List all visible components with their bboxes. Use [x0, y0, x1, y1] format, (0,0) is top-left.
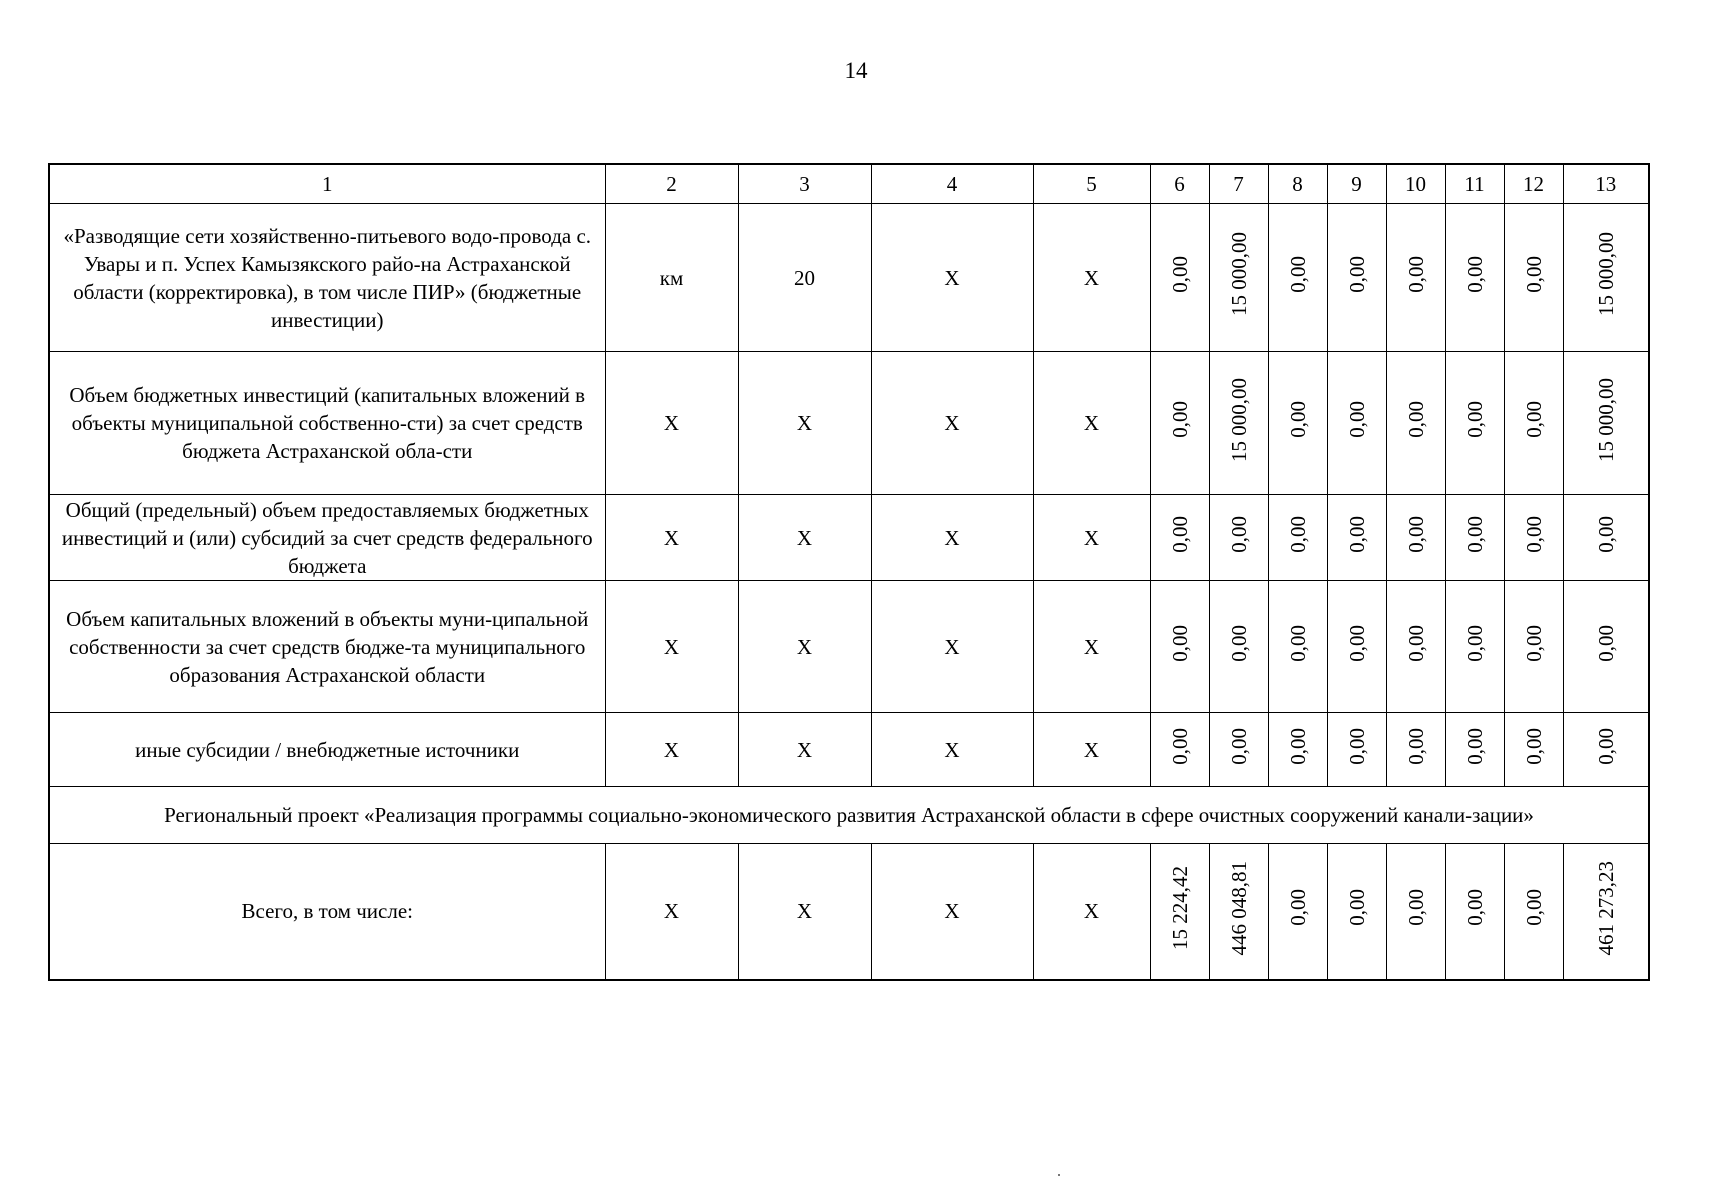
value-text: 0,00	[1462, 515, 1487, 553]
value-text: 0,00	[1167, 401, 1192, 438]
value-text: 0,00	[1344, 401, 1369, 438]
total-value-cell	[1209, 844, 1268, 980]
x-cell: Х	[605, 352, 738, 495]
x-cell: Х	[738, 581, 871, 713]
value-cell	[1563, 352, 1649, 495]
page-number: 14	[844, 58, 868, 83]
scan-speck	[1058, 1174, 1060, 1176]
row-name: иные субсидии / внебюджетные источники	[49, 713, 605, 787]
value-text: 0,00	[1285, 401, 1310, 438]
value-text: 0,00	[1593, 624, 1618, 662]
x-cell: Х	[738, 352, 871, 495]
value-text: 0,00	[1593, 727, 1618, 765]
column-header: 8	[1268, 164, 1327, 204]
value-cell	[1563, 495, 1649, 581]
value-cell	[1209, 352, 1268, 495]
x-cell: Х	[871, 844, 1033, 980]
value-text: 0,00	[1521, 727, 1546, 765]
value-text: 0,00	[1226, 624, 1251, 662]
column-header: 2	[605, 164, 738, 204]
value-text: 15 000,00	[1226, 377, 1251, 462]
x-cell: Х	[871, 495, 1033, 581]
value-cell	[1209, 204, 1268, 352]
x-cell: Х	[1033, 352, 1150, 495]
total-value-cell	[1563, 844, 1649, 980]
row-name: Общий (предельный) объем предоставляемых бюджетных инвестиций и (или) субсидий за счет средств федерального бюджета	[49, 495, 605, 581]
column-header: 4	[871, 164, 1033, 204]
x-cell: Х	[871, 713, 1033, 787]
value-cell	[1504, 495, 1563, 581]
value-text: 0,00	[1403, 255, 1428, 293]
value-cell	[1209, 495, 1268, 581]
total-row	[49, 844, 1649, 980]
column-header: 6	[1150, 164, 1209, 204]
value-text: 0,00	[1167, 515, 1192, 553]
value-cell	[1386, 581, 1445, 713]
value-text: 0,00	[1226, 515, 1251, 553]
value-cell	[1268, 495, 1327, 581]
value-text: 0,00	[1167, 727, 1192, 765]
value-cell	[1504, 713, 1563, 787]
column-header: 9	[1327, 164, 1386, 204]
value-cell	[1150, 495, 1209, 581]
value-text: 0,00	[1226, 727, 1251, 765]
x-cell: Х	[605, 581, 738, 713]
column-header: 10	[1386, 164, 1445, 204]
value-cell	[1563, 581, 1649, 713]
row-name: «Разводящие сети хозяйственно-питьевого водо-провода с. Увары и п. Успех Камызякского райо-на Астраханской области (корректировка), в том числе ПИР» (бюджетные инвестиции)	[49, 204, 605, 352]
total-value-cell	[1504, 844, 1563, 980]
x-cell: Х	[738, 713, 871, 787]
column-header: 5	[1033, 164, 1150, 204]
value-cell	[1563, 204, 1649, 352]
value-text: 0,00	[1285, 624, 1310, 662]
value-text: 0,00	[1344, 727, 1369, 765]
value-text: 0,00	[1285, 255, 1310, 293]
value-text: 0,00	[1167, 624, 1192, 662]
total-label: Всего, в том числе:	[49, 844, 605, 980]
total-value-text: 15 224,42	[1167, 865, 1192, 950]
header-row	[49, 164, 1649, 204]
x-cell: Х	[1033, 581, 1150, 713]
x-cell: Х	[1033, 204, 1150, 352]
total-value-text: 0,00	[1285, 889, 1310, 927]
value-cell	[1504, 581, 1563, 713]
total-value-cell	[1386, 844, 1445, 980]
value-cell	[1386, 352, 1445, 495]
value-cell	[1268, 352, 1327, 495]
value-text: 0,00	[1167, 255, 1192, 293]
value-cell	[1268, 204, 1327, 352]
value-cell	[1445, 495, 1504, 581]
value-cell	[1327, 204, 1386, 352]
value-text: 0,00	[1521, 401, 1546, 438]
total-value-cell	[1445, 844, 1504, 980]
column-header: 7	[1209, 164, 1268, 204]
x-cell: Х	[605, 844, 738, 980]
value-text: 15 000,00	[1593, 377, 1618, 462]
value-text: 0,00	[1462, 727, 1487, 765]
column-header: 1	[49, 164, 605, 204]
value-cell	[1445, 204, 1504, 352]
section-row	[49, 787, 1649, 844]
budget-table	[48, 163, 1650, 981]
x-cell: Х	[871, 352, 1033, 495]
value-cell	[1268, 581, 1327, 713]
column-header: 12	[1504, 164, 1563, 204]
value-cell	[1386, 713, 1445, 787]
value-cell	[1327, 352, 1386, 495]
x-cell: Х	[605, 713, 738, 787]
section-title: Региональный проект «Реализация программы социально-экономического развития Астраханской области в сфере очистных сооружений канали-зации»	[49, 787, 1649, 844]
value-cell	[1504, 204, 1563, 352]
value-text: 0,00	[1344, 624, 1369, 662]
total-value-text: 461 273,23	[1593, 860, 1618, 955]
value-cell	[1327, 713, 1386, 787]
value-cell	[1209, 713, 1268, 787]
value-cell	[1209, 581, 1268, 713]
value-cell	[1150, 713, 1209, 787]
value-text: 0,00	[1462, 624, 1487, 662]
value-text: 0,00	[1285, 515, 1310, 553]
x-cell: Х	[1033, 495, 1150, 581]
value-text: 0,00	[1521, 255, 1546, 293]
column-header: 13	[1563, 164, 1649, 204]
value-text: 0,00	[1344, 515, 1369, 553]
value-text: 15 000,00	[1593, 232, 1618, 316]
value-text: 0,00	[1403, 727, 1428, 765]
total-value-text: 0,00	[1521, 889, 1546, 927]
unit-cell: км	[605, 204, 738, 352]
value-cell	[1150, 581, 1209, 713]
x-cell: Х	[871, 581, 1033, 713]
quantity-cell: 20	[738, 204, 871, 352]
value-text: 0,00	[1593, 515, 1618, 553]
value-cell	[1150, 204, 1209, 352]
value-text: 0,00	[1403, 401, 1428, 438]
x-cell: Х	[738, 495, 871, 581]
table-row	[49, 352, 1649, 495]
value-cell	[1445, 581, 1504, 713]
value-cell	[1150, 352, 1209, 495]
total-value-text: 0,00	[1344, 889, 1369, 927]
value-cell	[1327, 495, 1386, 581]
column-header: 11	[1445, 164, 1504, 204]
table-row	[49, 495, 1649, 581]
value-cell	[1563, 713, 1649, 787]
value-cell	[1445, 713, 1504, 787]
value-text: 0,00	[1403, 515, 1428, 553]
total-value-cell	[1268, 844, 1327, 980]
table-row	[49, 713, 1649, 787]
table-row	[49, 581, 1649, 713]
value-text: 0,00	[1344, 255, 1369, 293]
value-cell	[1386, 204, 1445, 352]
value-cell	[1504, 352, 1563, 495]
x-cell: Х	[1033, 844, 1150, 980]
row-name: Объем капитальных вложений в объекты муни-ципальной собственности за счет средств бюдже-та муниципального образования Астраханской области	[49, 581, 605, 713]
value-cell	[1327, 581, 1386, 713]
value-text: 0,00	[1285, 727, 1310, 765]
table-row	[49, 204, 1649, 352]
total-value-text: 0,00	[1403, 889, 1428, 927]
total-value-cell	[1150, 844, 1209, 980]
row-name: Объем бюджетных инвестиций (капитальных вложений в объекты муниципальной собственно-сти) за счет средств бюджета Астраханской обла-сти	[49, 352, 605, 495]
value-text: 0,00	[1521, 515, 1546, 553]
x-cell: Х	[871, 204, 1033, 352]
value-cell	[1386, 495, 1445, 581]
column-header: 3	[738, 164, 871, 204]
total-value-text: 446 048,81	[1226, 860, 1251, 955]
value-text: 0,00	[1403, 624, 1428, 662]
total-value-text: 0,00	[1462, 889, 1487, 927]
value-text: 0,00	[1462, 401, 1487, 438]
value-cell	[1268, 713, 1327, 787]
value-text: 0,00	[1462, 255, 1487, 293]
value-text: 0,00	[1521, 624, 1546, 662]
value-text: 15 000,00	[1226, 232, 1251, 316]
x-cell: Х	[738, 844, 871, 980]
value-cell	[1445, 352, 1504, 495]
x-cell: Х	[605, 495, 738, 581]
x-cell: Х	[1033, 713, 1150, 787]
total-value-cell	[1327, 844, 1386, 980]
